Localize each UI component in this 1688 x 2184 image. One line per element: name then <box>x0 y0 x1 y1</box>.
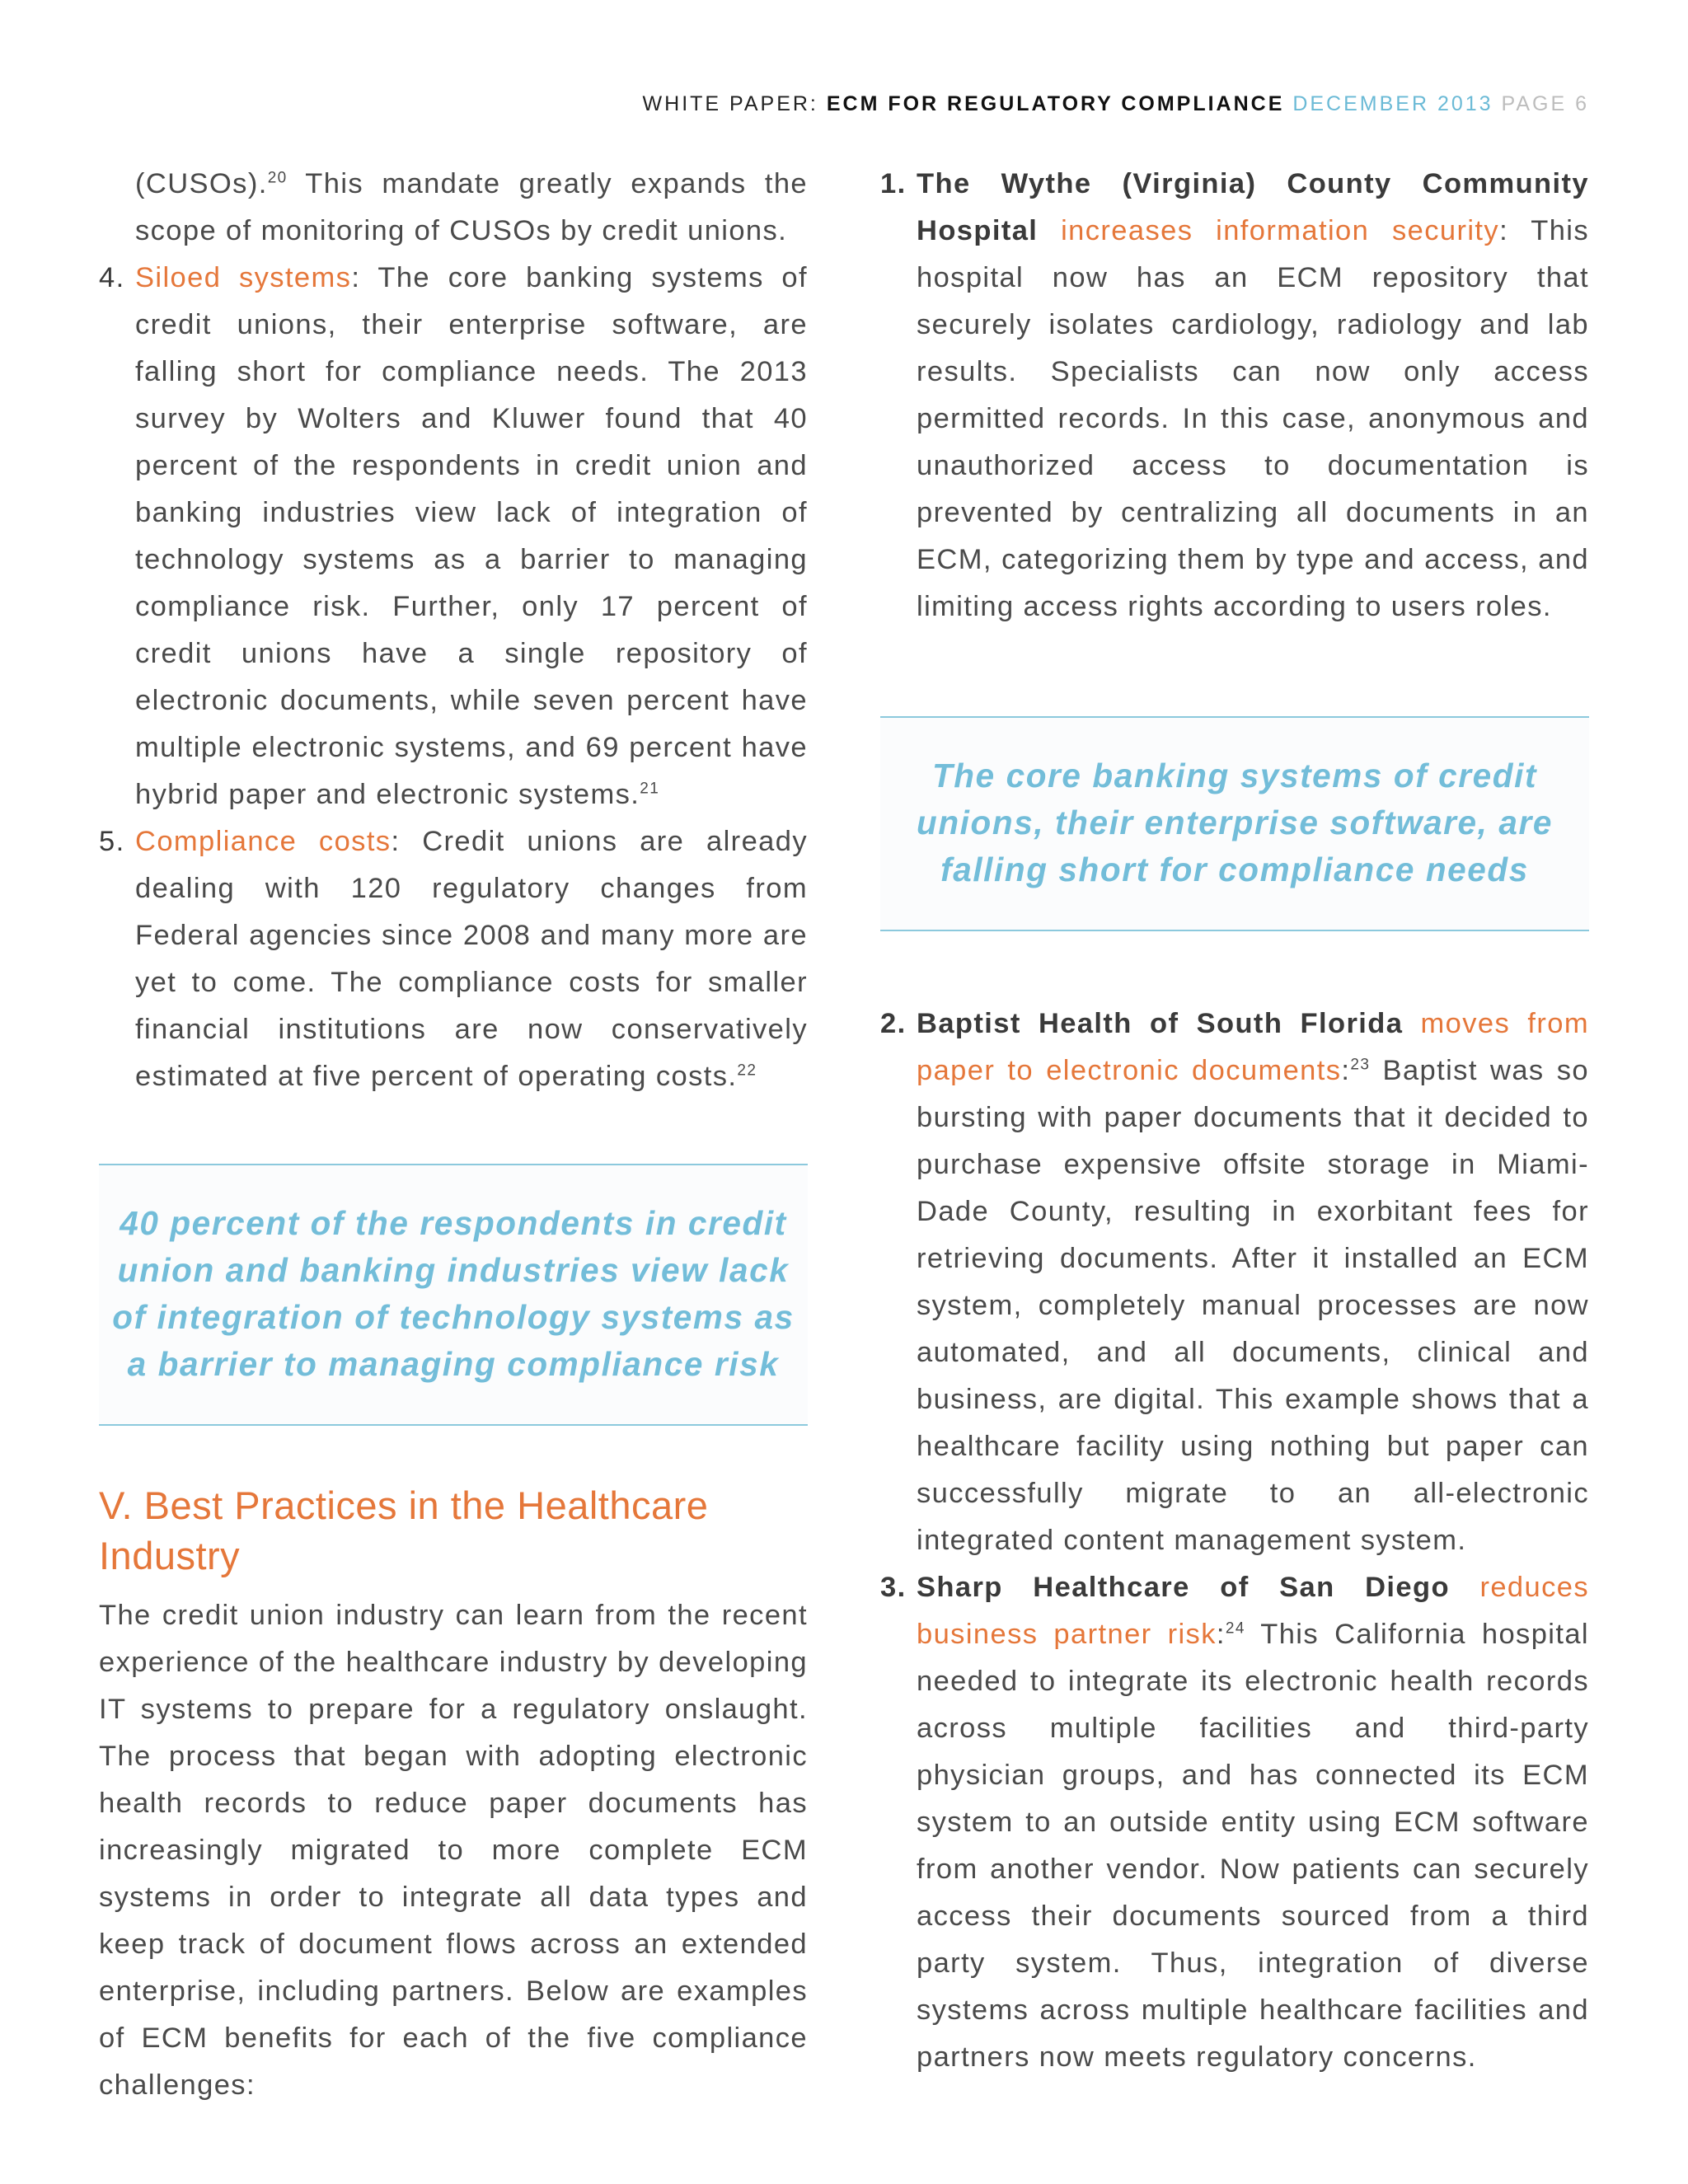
page-header <box>643 92 1589 116</box>
item-highlight: moves from paper to electronic documents <box>917 1008 1589 1086</box>
header-date: DECEMBER 2013 <box>1292 92 1493 115</box>
footnote-ref: 21 <box>640 780 660 798</box>
header-label: WHITE PAPER: <box>642 92 818 115</box>
list-item <box>880 161 1589 630</box>
footnote-ref: 24 <box>1225 1619 1245 1638</box>
example-list <box>880 161 1589 630</box>
challenge-list <box>99 255 808 1100</box>
list-item <box>99 255 808 818</box>
item-text: : This hospital now has an ECM repository that securely isolates cardiology, radiology and lab results. Specialists can now only access permitted records. In this case, anonymous and unauthorized access to documentation is prevented by centralizing all documents in an ECM, categorizing them by type and access, and limiting access rights according to users roles. <box>917 215 1589 622</box>
item-name: Baptist Health of South Florida <box>917 1008 1404 1039</box>
left-column <box>99 161 808 2109</box>
item-text: Baptist was so bursting with paper documents that it decided to purchase expensive offsite storage in Miami-Dade County, resulting in exorbitant fees for retrieving documents. After it installed an ECM system, completely manual processes are now automated, and all documents, clinical and business, are digital. This example shows that a healthcare facility using nothing but paper can successfully migrate to an all-electronic integrated content management system. <box>917 1055 1589 1556</box>
footnote-ref: 20 <box>267 169 288 187</box>
item-text: : Credit unions are already dealing with 120 regulatory changes from Federal agencies since 2008 and many more are yet to come. The compliance costs for smaller financial institutions are now conservatively estimated at five percent of operating costs. <box>135 826 808 1092</box>
right-column <box>880 161 1589 2081</box>
item-highlight: increases information security <box>1061 215 1500 246</box>
header-title: ECM FOR REGULATORY COMPLIANCE <box>826 92 1285 115</box>
section-body: The credit union industry can learn from the recent experience of the healthcare industry by developing IT systems to prepare for a regulatory onslaught. The process that began with adopting electronic health records to reduce paper documents has increasingly migrated to more complete ECM systems in order to integrate all data types and keep track of document flows across an extended enterprise, including partners. Below are examples of ECM benefits for each of the five compliance challenges: <box>99 1600 808 2101</box>
pull-quote: 40 percent of the respondents in credit union and banking industries view lack of integration of technology systems as a barrier to managing compliance risk <box>99 1164 808 1426</box>
item-title: Compliance costs <box>135 826 392 857</box>
footnote-ref: 22 <box>737 1062 757 1080</box>
list-number: 3. <box>880 1572 907 1603</box>
list-number: 1. <box>880 168 907 199</box>
item-name: Sharp Healthcare of San Diego <box>917 1572 1450 1603</box>
section-title: V. Best Practices in the Healthcare Industry <box>99 1483 709 1577</box>
list-number: 5. <box>99 826 125 857</box>
example-list <box>880 1001 1589 2081</box>
list-number: 2. <box>880 1008 907 1039</box>
item-text: : The core banking systems of credit unions, their enterprise software, are falling short for compliance needs. The 2013 survey by Wolters and Kluwer found that 40 percent of the respondents in credit union and banking industries view lack of integration of technology systems as a barrier to managing compliance risk. Further, only 17 percent of credit unions have a single repository of electronic documents, while seven percent have multiple electronic systems, and 69 percent have hybrid paper and electronic systems. <box>135 262 808 810</box>
item-title: Siloed systems <box>135 262 352 293</box>
list-item: 2. Baptist Health of South Florida moves from paper to electronic documents:$^{23}$ Baptist was so bursting with paper documents that it decided to purchase expensive offsite storage in Miami-Dade County, resulting in exorbitant fees for retrieving documents. After it installed an ECM system, completely manual processes are now automated, and all documents, clinical and business, are digital. This example shows that a healthcare facility using nothing but paper can successfully migrate to an all-electronic integrated content management system. <box>880 1001 1589 1564</box>
continued-paragraph: (CUSOs).$^{20}$ This mandate greatly expands the scope of monitoring of CUSOs by credit unions. <box>135 168 808 246</box>
header-page-number: PAGE 6 <box>1501 92 1589 115</box>
list-number: 4. <box>99 262 125 293</box>
list-item <box>99 818 808 1100</box>
list-item: 3. Sharp Healthcare of San Diego reduces business partner risk:$^{24}$ This California hospital needed to integrate its electronic health records across multiple facilities and third-party physician groups, and has connected its ECM system to an outside entity using ECM software from another vendor. Now patients can securely access their documents sourced from a third party system. Thus, integration of diverse systems across multiple healthcare facilities and partners now meets regulatory concerns. <box>880 1564 1589 2081</box>
item-name: The Wythe (Virginia) County Community Hospital <box>917 168 1589 246</box>
item-text: This California hospital needed to integrate its electronic health records across multiple facilities and third-party physician groups, and has connected its ECM system to an outside entity using ECM software from another vendor. Now patients can securely access their documents sourced from a third party system. Thus, integration of diverse systems across multiple healthcare facilities and partners now meets regulatory concerns. <box>917 1619 1589 2073</box>
footnote-ref: 23 <box>1350 1056 1371 1074</box>
pull-quote: The core banking systems of credit unions, their enterprise software, are falling short for compliance needs <box>880 716 1589 931</box>
item-highlight: reduces business partner risk <box>917 1572 1589 1650</box>
